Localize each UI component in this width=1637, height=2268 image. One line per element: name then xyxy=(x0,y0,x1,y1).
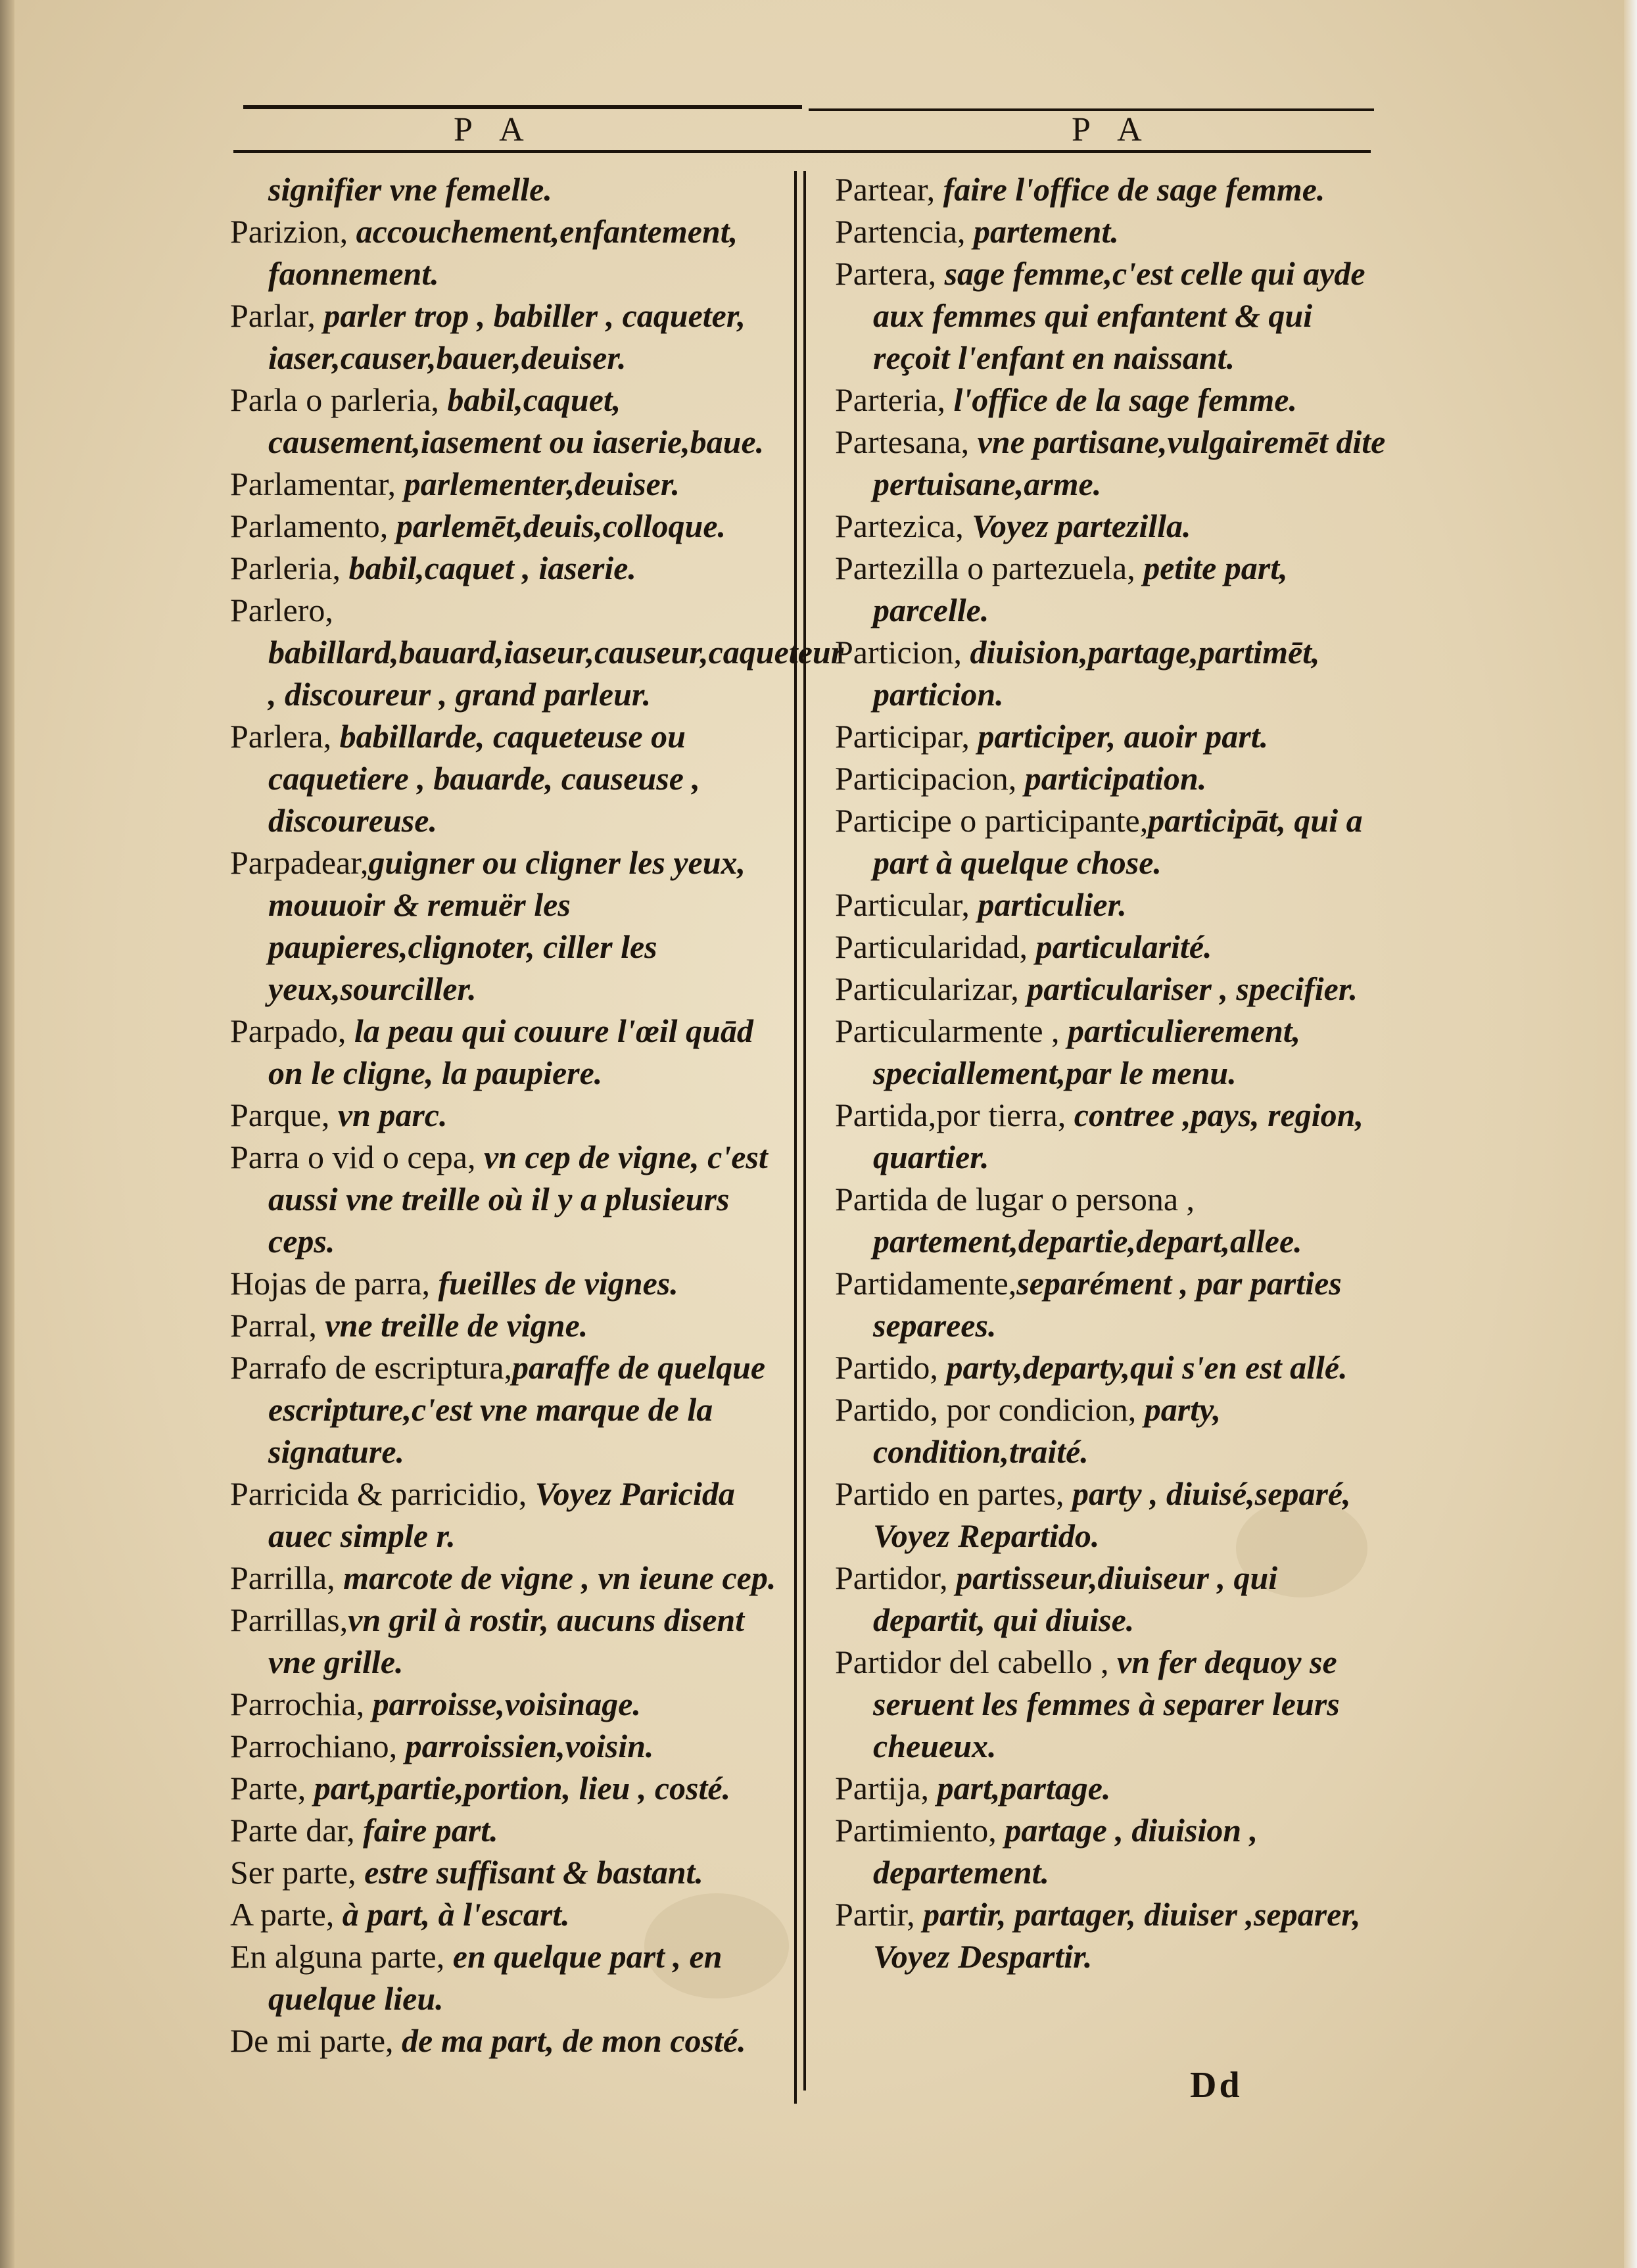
headword: Partesana, xyxy=(835,423,978,460)
dictionary-entry xyxy=(230,1683,782,1725)
headword: Particularidad, xyxy=(835,928,1036,965)
headword: Particularmente , xyxy=(835,1012,1068,1049)
translation: en quelque part , en quelque lieu. xyxy=(268,1938,723,2017)
headword: Parleria, xyxy=(230,550,349,586)
dictionary-entry xyxy=(230,589,844,715)
headword: Parlamento, xyxy=(230,508,396,544)
dictionary-entry xyxy=(230,1473,782,1557)
translation: partir, partager, diuiser ,separer, Voyez Despartir. xyxy=(873,1896,1361,1975)
translation: paraffe de quelque escripture,c'est vne marque de la signature. xyxy=(268,1349,766,1470)
dictionary-entry xyxy=(230,1851,782,1893)
column-divider xyxy=(803,171,806,2091)
translation: marcote de vigne , vn ieune cep. xyxy=(343,1559,776,1596)
translation: particulier. xyxy=(978,886,1127,923)
dictionary-entry xyxy=(230,463,782,505)
headword: Parlero, xyxy=(230,592,333,628)
translation: babil,caquet, causement,iasement ou iaserie,baue. xyxy=(268,381,765,460)
headword: Particular, xyxy=(835,886,978,923)
dictionary-entry xyxy=(230,1725,782,1767)
dictionary-entry xyxy=(835,799,1394,884)
translation: diuision,partage,partimēt, particion. xyxy=(873,634,1320,713)
translation: party, condition,traité. xyxy=(873,1391,1221,1470)
dictionary-entry xyxy=(230,1893,782,1935)
dictionary-entry xyxy=(230,379,782,463)
translation: fueilles de vignes. xyxy=(438,1265,678,1302)
headword: Participar, xyxy=(835,718,978,755)
headword: Partida de lugar o persona , xyxy=(835,1181,1195,1217)
dictionary-entry xyxy=(230,1599,782,1683)
translation: participer, auoir part. xyxy=(978,718,1269,755)
headword: Partimiento, xyxy=(835,1812,1005,1849)
dictionary-entry xyxy=(835,505,1394,547)
dictionary-entry xyxy=(835,1262,1394,1346)
headword: Parte, xyxy=(230,1770,314,1807)
headword: Parral, xyxy=(230,1307,325,1344)
headword: Parrillas, xyxy=(230,1601,348,1638)
dictionary-entry xyxy=(230,1935,782,2020)
headword: Hojas de parra, xyxy=(230,1265,439,1302)
page-right-edge xyxy=(1624,0,1637,2268)
headword: Parlar, xyxy=(230,297,324,334)
dictionary-entry xyxy=(835,379,1394,421)
translation: parroisse,voisinage. xyxy=(372,1686,641,1722)
dictionary-entry xyxy=(835,252,1394,379)
headword: Partir, xyxy=(835,1896,924,1933)
headword: Partidor del cabello , xyxy=(835,1643,1118,1680)
dictionary-entry xyxy=(230,1557,782,1599)
dictionary-entry xyxy=(835,757,1394,799)
dictionary-entry xyxy=(230,1136,782,1262)
translation: vn fer dequoy se seruent les femmes à separer leurs cheueux. xyxy=(873,1643,1340,1764)
translation: parlemēt,deuis,colloque. xyxy=(396,508,726,544)
translation: estre suffisant & bastant. xyxy=(364,1854,703,1891)
dictionary-entry xyxy=(835,715,1394,757)
dictionary-entry xyxy=(230,505,782,547)
dictionary-entry xyxy=(230,1767,782,1809)
translation: vne treille de vigne. xyxy=(325,1307,588,1344)
translation: Voyez partezilla. xyxy=(972,508,1191,544)
translation: particularité. xyxy=(1035,928,1212,965)
dictionary-entry xyxy=(835,1473,1394,1557)
translation: petite part, parcelle. xyxy=(873,550,1288,628)
translation: parlementer,deuiser. xyxy=(404,465,680,502)
dictionary-entry xyxy=(230,1304,782,1346)
translation: signifier vne femelle. xyxy=(268,171,552,208)
headword: Parte dar, xyxy=(230,1812,364,1849)
catchword: Dd xyxy=(1190,2065,1243,2106)
translation: de ma part, de mon costé. xyxy=(402,2022,746,2059)
headword: Participacion, xyxy=(835,760,1025,797)
translation: contree ,pays, region, quartier. xyxy=(873,1097,1364,1175)
headword: Partidor, xyxy=(835,1559,957,1596)
translation: partage , diuision , departement. xyxy=(873,1812,1258,1891)
headword: Parpadear, xyxy=(230,844,369,881)
header-rule xyxy=(243,105,802,109)
translation: participāt, qui a part à quelque chose. xyxy=(873,802,1363,881)
translation: partisseur,diuiseur , qui departit, qui diuise. xyxy=(873,1559,1278,1638)
headword: Partido, por condicion, xyxy=(835,1391,1145,1428)
translation: vn gril à rostir, aucuns disent vne grille. xyxy=(268,1601,745,1680)
translation: partement,departie,depart,allee. xyxy=(873,1223,1302,1260)
headword: Partera, xyxy=(835,255,945,292)
dictionary-entry xyxy=(835,210,1394,252)
translation: part,partie,portion, lieu , costé. xyxy=(314,1770,731,1807)
headword: Parrilla, xyxy=(230,1559,344,1596)
headword: Parla o parleria, xyxy=(230,381,448,418)
dictionary-entry xyxy=(230,1809,782,1851)
headword: En alguna parte, xyxy=(230,1938,453,1975)
translation: la peau qui couure l'œil quād on le cligne, la paupiere. xyxy=(268,1012,753,1091)
translation: party,departy,qui s'en est allé. xyxy=(946,1349,1348,1386)
header-underline xyxy=(233,150,1371,153)
page-left-edge xyxy=(0,0,14,2268)
dictionary-entry xyxy=(230,1094,782,1136)
headword: Partido, xyxy=(835,1349,947,1386)
headword: Partear, xyxy=(835,171,943,208)
headword: Partidamente, xyxy=(835,1265,1017,1302)
running-head-left: P A xyxy=(454,111,534,149)
dictionary-entry xyxy=(230,168,782,210)
headword: Parricida & parricidio, xyxy=(230,1475,535,1512)
headword: Parteria, xyxy=(835,381,954,418)
translation: vn parc. xyxy=(337,1097,448,1133)
right-column xyxy=(835,168,1394,1977)
translation: party , diuisé,separé, Voyez Repartido. xyxy=(873,1475,1351,1554)
dictionary-entry xyxy=(230,715,782,841)
headword: Parizion, xyxy=(230,213,356,250)
translation: parroissien,voisin. xyxy=(405,1728,654,1764)
dictionary-entry xyxy=(835,1893,1394,1977)
dictionary-entry xyxy=(230,210,782,295)
headword: Parpado, xyxy=(230,1012,354,1049)
dictionary-entry xyxy=(835,547,1394,631)
translation: part,partage. xyxy=(937,1770,1111,1807)
translation: faire l'office de sage femme. xyxy=(943,171,1325,208)
translation: l'office de la sage femme. xyxy=(953,381,1297,418)
translation: vne partisane,vulgairemēt dite pertuisane,arme. xyxy=(873,423,1386,502)
translation: sage femme,c'est celle qui ayde aux femmes qui enfantent & qui reçoit l'enfant en naissant. xyxy=(873,255,1365,376)
running-head-right: P A xyxy=(1072,111,1152,149)
translation: participation. xyxy=(1024,760,1207,797)
dictionary-entry xyxy=(835,1641,1394,1767)
translation: partement. xyxy=(974,213,1119,250)
dictionary-entry xyxy=(230,295,782,379)
headword: Parrafo de escriptura, xyxy=(230,1349,512,1386)
headword: Partezilla o partezuela, xyxy=(835,550,1144,586)
headword: De mi parte, xyxy=(230,2022,402,2059)
translation: particulariser , specifier. xyxy=(1027,970,1358,1007)
dictionary-entry xyxy=(835,631,1394,715)
left-column xyxy=(230,168,844,2062)
dictionary-entry xyxy=(835,1094,1394,1178)
dictionary-entry xyxy=(835,421,1394,505)
column-divider xyxy=(794,171,797,2104)
headword: Partido en partes, xyxy=(835,1475,1073,1512)
dictionary-entry xyxy=(835,884,1394,926)
translation: separément , par parties separees. xyxy=(873,1265,1342,1344)
translation: babillard,bauard,iaseur,causeur,caqueteur , discoureur , grand parleur. xyxy=(268,634,844,713)
headword: Partezica, xyxy=(835,508,972,544)
translation: accouchement,enfantement, faonnement. xyxy=(268,213,738,292)
headword: A parte, xyxy=(230,1896,343,1933)
dictionary-entry xyxy=(835,968,1394,1010)
dictionary-entry xyxy=(835,1010,1394,1094)
translation: à part, à l'escart. xyxy=(342,1896,570,1933)
headword: Parlamentar, xyxy=(230,465,404,502)
dictionary-entry xyxy=(835,1178,1394,1262)
headword: Participe o participante, xyxy=(835,802,1149,839)
dictionary-entry xyxy=(835,926,1394,968)
headword: Particion, xyxy=(835,634,970,671)
translation: guigner ou cligner les yeux, mouuoir & remuër les paupieres,clignoter, ciller les yeux,sourciller. xyxy=(268,844,746,1007)
headword: Partija, xyxy=(835,1770,937,1807)
dictionary-entry xyxy=(835,1388,1394,1473)
dictionary-entry xyxy=(230,1262,782,1304)
dictionary-entry xyxy=(835,1346,1394,1388)
translation: babil,caquet , iaserie. xyxy=(348,550,636,586)
headword: Parrochia, xyxy=(230,1686,373,1722)
translation: babillarde, caqueteuse ou caquetiere , bauarde, causeuse , discoureuse. xyxy=(268,718,700,839)
headword: Parque, xyxy=(230,1097,338,1133)
dictionary-entry xyxy=(835,1557,1394,1641)
translation: parler trop , babiller , caqueter, iaser,causer,bauer,deuiser. xyxy=(268,297,746,376)
headword: Parrochiano, xyxy=(230,1728,406,1764)
dictionary-entry xyxy=(230,1010,782,1094)
dictionary-entry xyxy=(835,1767,1394,1809)
dictionary-entry xyxy=(835,168,1394,210)
headword: Partida,por tierra, xyxy=(835,1097,1074,1133)
headword: Parra o vid o cepa, xyxy=(230,1139,484,1175)
dictionary-entry xyxy=(230,2020,782,2062)
headword: Ser parte, xyxy=(230,1854,365,1891)
headword: Partencia, xyxy=(835,213,974,250)
headword: Parlera, xyxy=(230,718,340,755)
dictionary-entry xyxy=(230,1346,782,1473)
translation: particulierement, speciallement,par le menu. xyxy=(873,1012,1301,1091)
headword: Particularizar, xyxy=(835,970,1028,1007)
dictionary-entry xyxy=(230,547,782,589)
translation: vn cep de vigne, c'est aussi vne treille où il y a plusieurs ceps. xyxy=(268,1139,768,1260)
dictionary-entry xyxy=(835,1809,1394,1893)
dictionary-entry xyxy=(230,841,782,1010)
translation: faire part. xyxy=(363,1812,498,1849)
translation: Voyez Paricida auec simple r. xyxy=(268,1475,735,1554)
